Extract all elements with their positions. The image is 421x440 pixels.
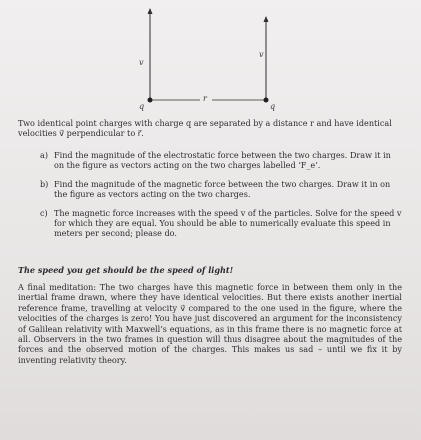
charges-figure xyxy=(0,0,421,125)
question-text: The magnetic force increases with the speed v of the particles. Solve for the speed v for which they are equal. You should be able to numerically evaluate this speed in meters per second; please do. xyxy=(54,207,402,239)
velocity-arrowhead-right xyxy=(264,16,269,22)
charge-label-left: q xyxy=(139,102,145,111)
velocity-label-right: v xyxy=(259,50,264,59)
question-a xyxy=(18,150,402,171)
question-b xyxy=(18,179,402,200)
question-marker: a) xyxy=(40,150,48,160)
question-text: Find the magnitude of the electrostatic force between the two charges. Draw it in on the figure as vectors acting on the two charges labelled ‘F_e’. xyxy=(54,150,391,171)
question-marker: b) xyxy=(40,178,49,189)
problem-statement: Two identical point charges with charge q are separated by a distance r and have identical velocities v⃗ perpendicular to r⃗. xyxy=(18,118,392,139)
speed-of-light-note: The speed you get should be the speed of light! xyxy=(18,265,234,275)
velocity-arrowhead-left xyxy=(148,8,153,14)
question-text: Find the magnitude of the magnetic force between the two charges. Draw it in on the figure as vectors acting on the two charges. xyxy=(54,178,391,200)
charge-left xyxy=(148,98,153,103)
question-c xyxy=(18,208,402,239)
question-list xyxy=(18,150,402,247)
charge-right xyxy=(264,98,269,103)
question-marker: c) xyxy=(40,207,48,218)
velocity-label-left: v xyxy=(139,58,144,67)
charge-label-right: q xyxy=(270,102,276,111)
final-meditation: A final meditation: The two charges have this magnetic force in between them only in the inertial frame drawn, where they have identical velocities. But there exists another inertial reference frame, travelling at velocity v⃗ compared to the one used in the figure, where the velocities of the charges is zero! You have just discovered an argument for the inconsistency of Galilean relativity with Maxwell’s equations, as in this frame there is no magnetic force at all. Observers in the two frames in question will thus disagree about the magnitudes of the forces and the observed motion of the charges. This makes us sad – until we fix it by inventing relativity theory. xyxy=(18,282,402,365)
distance-label: r xyxy=(203,94,207,103)
